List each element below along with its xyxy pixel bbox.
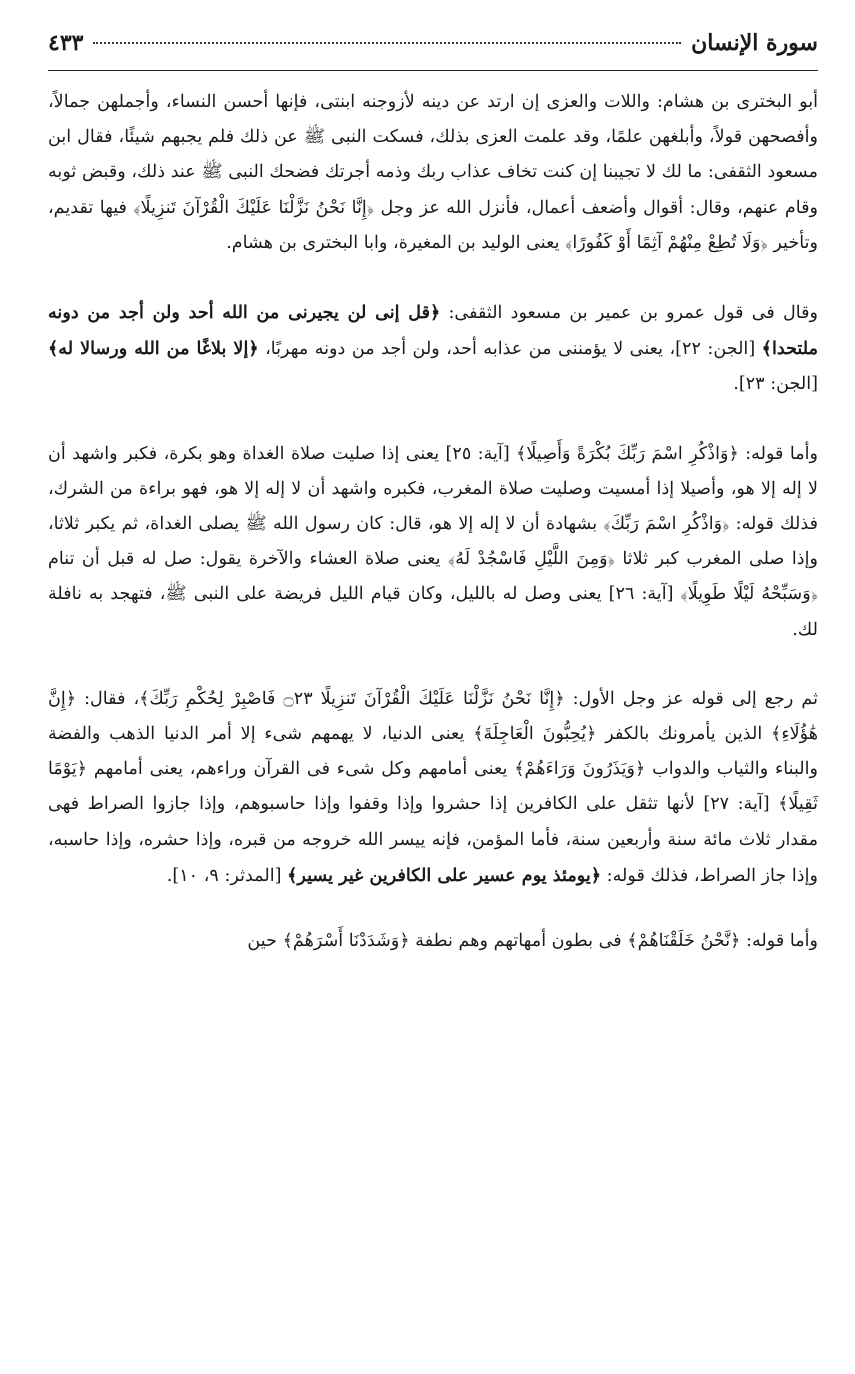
quran-quote: ﴿وَاذْكُرِ اسْمَ رَبِّكَ﴾ (603, 514, 730, 535)
text-run: حين (247, 931, 283, 952)
leader-dots (93, 42, 681, 44)
quran-quote: ﴿يَوْمًا ثَقِيلًا﴾ (48, 759, 818, 815)
quran-quote: ﴿وَاذْكُرِ اسْمَ رَبِّكَ بُكْرَةً وَأَصِيلًا﴾ (516, 443, 739, 464)
text-run: يعنى الدنيا، لا يهمهم شىء إلا أمر الدنيا الذهب والفضة والبناء والثياب والدواب (48, 724, 818, 780)
chapter-title: سورة الإنسان (691, 30, 818, 56)
quran-quote: ﴿وَمِنَ اللَّيْلِ فَاسْجُدْ لَهُ﴾ (448, 549, 615, 570)
text-run: يعنى صلاة العشاء والآخرة يقول: صل له قبل أن تنام (48, 549, 449, 570)
quran-quote: ﴿نَّحْنُ خَلَقْنَاهُمْ﴾ (627, 931, 741, 952)
quran-quote: ﴿إِنَّا نَحْنُ نَزَّلْنَا عَلَيْكَ الْقُرْآنَ تَنزِيلًا ۝٢٣ فَاصْبِرْ لِحُكْمِ رَبِّكَ﴾ (139, 688, 565, 709)
bold-quote: ﴿إلا بلاغًا من الله ورسالا له﴾ (48, 338, 259, 360)
text-run: فيها تقديم، وتأخير (48, 197, 818, 253)
text-run: يعنى أمامهم وكل شىء فى القرآن وراءهم، يعنى أمامهم (87, 759, 515, 780)
text-run: أبو البخترى بن هشام: واللات والعزى إن ارتد عن دينه لأزوجنه ابنتى، فإنها أحسن النساء، وأجملهن جمالاً، وأفصحهن قولاً، وأبلغهن علمًا، وقد علمت العزى بذلك، فسكت النبى ﷺ عن ذلك فلم يجبهم شيئًا، فقال ابن مسعود الثقفى: ما لك لا تجيبنا إن كنت تخاف عذاب ربك وذمه أجرتك فضحك النبى ﷺ عند ذلك، وقبض ثوبه وقام عنهم، وقال: أقوال وأضعف أعمال، فأنزل الله عز وجل (48, 92, 818, 218)
text-run: الذين يأمرونك بالكفر (596, 724, 772, 745)
body-text (48, 85, 818, 959)
paragraph (48, 437, 818, 648)
quran-quote: ﴿وَيَذَرُونَ وَرَاءَهُمْ﴾ (514, 759, 646, 780)
text-run: ثم رجع إلى قوله عز وجل الأول: (564, 688, 818, 709)
text-run: بشهادة أن لا إله إلا هو، قال: كان رسول الله ﷺ يصلى الغداة، ثم يكبر ثلاثا، وإذا صلى المغرب كبر ثلاثا (48, 514, 818, 570)
text-run: فى بطون أمهاتهم وهم نطفة (409, 931, 628, 952)
quran-quote: ﴿إِنَّ هَٰؤُلَاءِ﴾ (48, 688, 819, 745)
text-run: [آية: ٢٧] لأنها تثقل على الكافرين إذا حشروا وإذا وقفوا وإذا حاسبوهم، وإذا جازوا الصراط فهى مقدار ثلاث مائة سنة وأربعين سنة، فأما المؤمن، فإنه ييسر الله خروجه من قبره، وإذا حشره، وإذا حاسبه، وإذا جاز الصراط، فذلك قوله: (48, 794, 818, 886)
text-run: وقال فى قول عمرو بن عمير بن مسعود الثقفى: (440, 303, 818, 324)
bold-quote: ﴿يومئذ يوم عسير على الكافرين غير يسير﴾ (287, 864, 602, 886)
paragraph (48, 682, 818, 894)
paragraph (48, 295, 818, 403)
text-run: وأما قوله: (738, 443, 819, 464)
quran-quote: ﴿وَشَدَدْنَا أَسْرَهُمْ﴾ (282, 931, 410, 952)
text-run: يعنى الوليد بن المغيرة، وابا البخترى بن هشام. (226, 232, 566, 253)
text-run: [الجن: ٢٢]، يعنى لا يؤمننى من عذابه أحد، ولن أجد من دونه مهربًا، (258, 339, 762, 360)
paragraph-gap (48, 648, 818, 682)
paragraph-gap (48, 894, 818, 924)
paragraph-gap (48, 261, 818, 295)
paragraph (48, 924, 818, 959)
quran-quote: ﴿إِنَّا نَحْنُ نَزَّلْنَا عَلَيْكَ الْقُرْآنَ تَنزِيلًا﴾ (133, 197, 375, 218)
page-header (48, 30, 818, 71)
text-run: [آية: ٢٥] يعنى إذا صليت صلاة الغداة وهو بكرة، فكبر واشهد أن لا إله إلا هو، وأصيلا إذا أمسيت وصليت صلاة المغرب، فكبره واشهد أن لا إله إلا هو، فهو براءة من الشرك، فذلك قوله: (48, 443, 818, 535)
text-run: [المدثر: ٩، ١٠]. (166, 865, 288, 886)
page-number: ٤٣٣ (48, 30, 84, 56)
quran-quote: ﴿وَلَا تُطِعْ مِنْهُمْ آثِمًا أَوْ كَفُورًا﴾ (565, 232, 768, 253)
quran-quote: ﴿وَسَبِّحْهُ لَيْلًا طَوِيلًا﴾ (680, 584, 818, 605)
bold-quote: ﴿قل إنى لن يجيرنى من الله أحد ولن أجد من دونه ملتحدا﴾ (48, 302, 818, 360)
text-run: [الجن: ٢٣]. (733, 374, 818, 395)
book-page (48, 30, 818, 959)
paragraph (48, 85, 818, 261)
text-run: ، فقال: (76, 688, 140, 709)
text-run: وأما قوله: (740, 931, 818, 952)
quran-quote: ﴿يُحِبُّونَ الْعَاجِلَةَ﴾ (473, 724, 597, 745)
paragraph-gap (48, 403, 818, 437)
text-run: [آية: ٢٦] يعنى وصل له بالليل، وكان قيام الليل فريضة على النبى ﷺ، فتهجد به نافلة لك. (48, 584, 818, 640)
